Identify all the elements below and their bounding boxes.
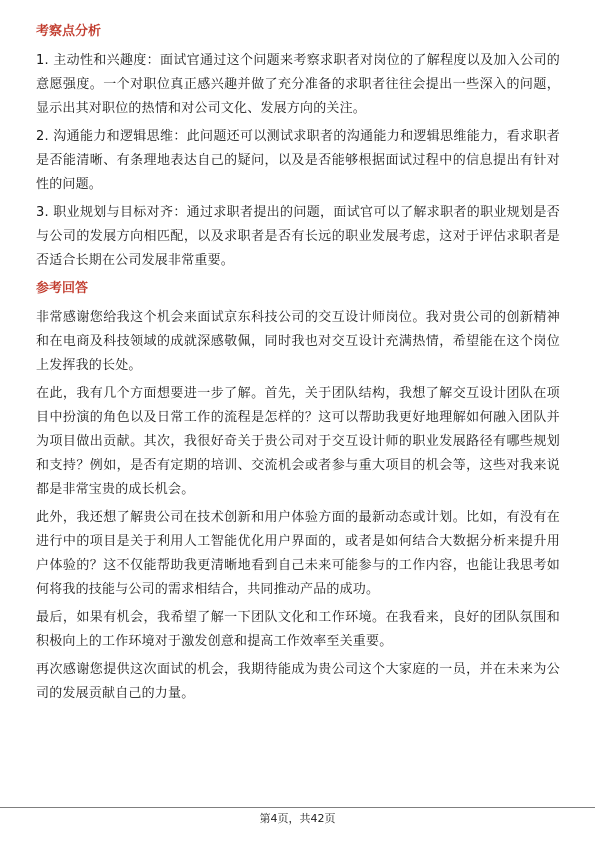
section-title-answer: 参考回答 — [36, 281, 89, 296]
analysis-item: 2. 沟通能力和逻辑思维：此问题还可以测试求职者的沟通能力和逻辑思维能力，看求职者是否能清晰、有条理地表达自己的疑问，以及是否能够根据面试过程中的信息提出有针对性的问题。 — [36, 129, 560, 192]
answer-paragraph: 此外，我还想了解贵公司在技术创新和用户体验方面的最新动态或计划。比如，有没有在进行中的项目是关于利用人工智能优化用户界面的，或者是如何结合大数据分析来提升用户体验的？这不仅能帮助我更清晰地看到自己未来可能参与的工作内容，也能让我思考如何将我的技能与公司的需求相结合，共同推动产品的成功。 — [36, 510, 560, 597]
analysis-item: 3. 职业规划与目标对齐：通过求职者提出的问题，面试官可以了解求职者的职业规划是否与公司的发展方向相匹配，以及求职者是否有长远的职业发展考虑，这对于评估求职者是否适合长期在公司发展非常重要。 — [36, 205, 560, 268]
answer-paragraph: 最后，如果有机会，我希望了解一下团队文化和工作环境。在我看来，良好的团队氛围和积极向上的工作环境对于激发创意和提高工作效率至关重要。 — [36, 610, 560, 649]
document-content — [36, 22, 560, 710]
answer-paragraph: 非常感谢您给我这个机会来面试京东科技公司的交互设计师岗位。我对贵公司的创新精神和在电商及科技领域的成就深感敬佩，同时我也对交互设计充满热情，希望能在这个岗位上发挥我的长处。 — [36, 310, 560, 373]
page-number: 第4页，共42页 — [259, 812, 336, 825]
analysis-item: 1. 主动性和兴趣度：面试官通过这个问题来考察求职者对岗位的了解程度以及加入公司的意愿强度。一个对职位真正感兴趣并做了充分准备的求职者往往会提出一些深入的问题，显示出其对职位的热情和对公司文化、发展方向的关注。 — [36, 53, 560, 116]
answer-paragraph: 再次感谢您提供这次面试的机会，我期待能成为贵公司这个大家庭的一员，并在未来为公司的发展贡献自己的力量。 — [36, 662, 560, 701]
answer-paragraph: 在此，我有几个方面想要进一步了解。首先，关于团队结构，我想了解交互设计团队在项目中扮演的角色以及日常工作的流程是怎样的？这可以帮助我更好地理解如何融入团队并为项目做出贡献。其次，我很好奇关于贵公司对于交互设计师的职业发展路径有哪些规划和支持？例如，是否有定期的培训、交流机会或者参与重大项目的机会等，这些对我来说都是非常宝贵的成长机会。 — [36, 386, 560, 497]
footer-rule — [0, 807, 595, 808]
section-title-analysis: 考察点分析 — [36, 24, 102, 39]
